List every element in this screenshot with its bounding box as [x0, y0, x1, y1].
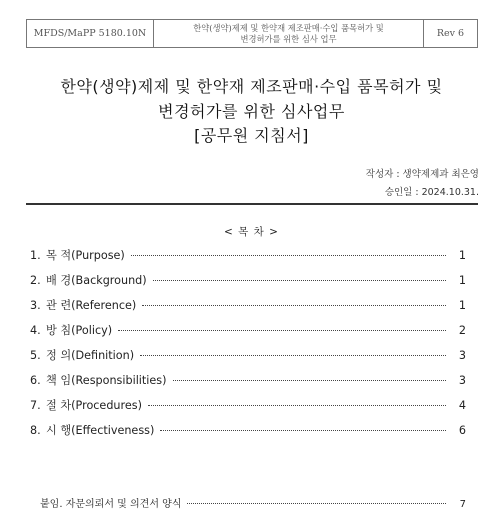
revision-number: Rev 6	[436, 28, 465, 39]
toc-leader-dots	[187, 503, 446, 504]
header-title	[154, 20, 424, 47]
document-header-table	[26, 19, 478, 48]
toc-item-number: 2.	[30, 274, 41, 287]
toc-leader-dots	[153, 280, 446, 281]
toc-leader-dots	[131, 255, 446, 256]
toc-item-page: 3	[458, 349, 466, 362]
toc-item-number: 6.	[30, 374, 41, 387]
approval-date-line: 승인일 : 2024.10.31.	[384, 187, 479, 198]
annex-page: 7	[459, 499, 466, 510]
toc-item[interactable]	[30, 397, 466, 413]
author-line: 작성자 : 생약제제과 최은영	[365, 169, 479, 180]
toc-item-number: 1.	[30, 249, 41, 262]
toc-item[interactable]	[30, 247, 466, 263]
toc-item[interactable]	[30, 297, 466, 313]
toc-item-label: 정 의(Definition)	[46, 349, 135, 362]
toc-item-label: 배 경(Background)	[46, 274, 147, 287]
toc-leader-dots	[173, 380, 447, 381]
document-title-line2: 변경허가를 위한 심사업무	[158, 102, 345, 121]
toc-item-label: 목 적(Purpose)	[46, 249, 125, 262]
document-code: MFDS/MaPP 5180.10N	[27, 20, 154, 47]
toc-item-label: 관 련(Reference)	[46, 299, 137, 312]
toc-item-page: 6	[458, 424, 466, 437]
document-subtitle: [공무원 지침서]	[194, 126, 309, 145]
toc-heading: < 목 차 >	[224, 226, 279, 238]
horizontal-divider	[26, 203, 478, 205]
toc-item-number: 8.	[30, 424, 41, 437]
toc-leader-dots	[118, 330, 446, 331]
toc-item-label: 절 차(Procedures)	[46, 399, 142, 412]
toc-item[interactable]	[30, 272, 466, 288]
annex-label: 붙임. 자문의뢰서 및 의견서 양식	[40, 499, 182, 510]
toc-item-page: 1	[458, 299, 466, 312]
toc-item-number: 4.	[30, 324, 41, 337]
document-title-line1: 한약(생약)제제 및 한약재 제조판매·수입 품목허가 및	[60, 77, 443, 96]
toc-item-label: 시 행(Effectiveness)	[46, 424, 155, 437]
toc-item-label: 방 침(Policy)	[46, 324, 113, 337]
toc-item-page: 1	[458, 249, 466, 262]
toc-item[interactable]	[30, 372, 466, 388]
toc-item[interactable]	[30, 322, 466, 338]
toc-item-page: 3	[458, 374, 466, 387]
toc-annex-item[interactable]	[40, 495, 466, 511]
toc-leader-dots	[148, 405, 446, 406]
toc-leader-dots	[160, 430, 446, 431]
toc-item[interactable]	[30, 422, 466, 438]
header-title-line1: 한약(생약)제제 및 한약재 제조판매·수입 품목허가 및	[193, 22, 384, 33]
toc-leader-dots	[142, 305, 446, 306]
toc-item-page: 4	[458, 399, 466, 412]
header-title-line2: 변경허가를 위한 심사 업무	[240, 33, 337, 44]
toc-leader-dots	[140, 355, 446, 356]
toc-item-number: 7.	[30, 399, 41, 412]
toc-item-number: 3.	[30, 299, 41, 312]
toc-item-number: 5.	[30, 349, 41, 362]
toc-item-page: 2	[458, 324, 466, 337]
toc-item-page: 1	[458, 274, 466, 287]
toc-item[interactable]	[30, 347, 466, 363]
toc-item-label: 책 임(Responsibilities)	[46, 374, 167, 387]
